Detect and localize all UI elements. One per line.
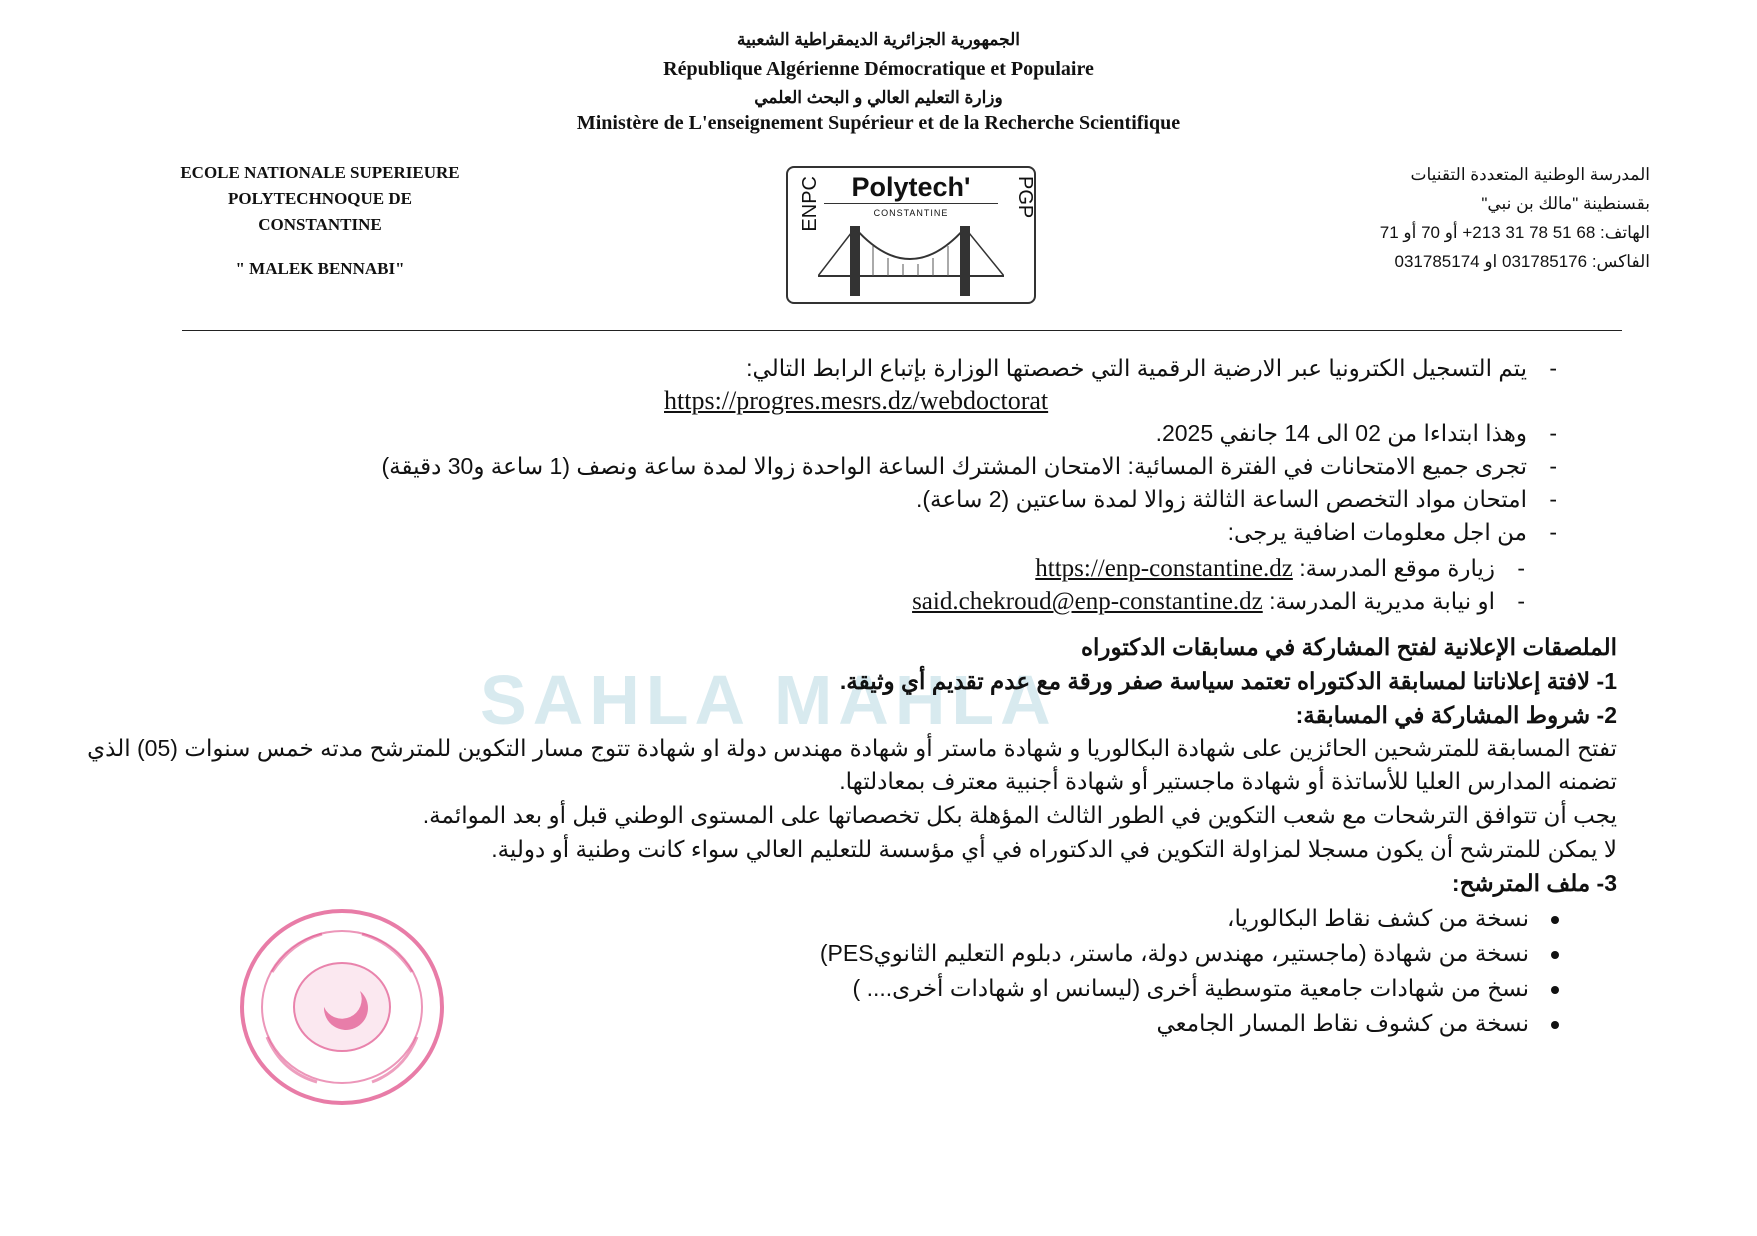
registration-text: يتم التسجيل الكترونيا عبر الارضية الرقمية التي خصصتها الوزارة بإتباع الرابط التالي: <box>746 355 1527 381</box>
condition-4: لا يمكن للمترشح أن يكون مسجلا لمزاولة التكوين في الدكتوراه في أي مؤسسة للتعليم العالي سواء كانت وطنية أو دولية. <box>491 836 1617 862</box>
registration-link[interactable]: https://progres.mesrs.dz/webdoctorat <box>664 386 1049 415</box>
point-1: 1- لافتة إعلاناتنا لمسابقة الدكتوراه تعتمد سياسة صفر ورقة مع عدم تقديم أي وثيقة. <box>839 668 1617 694</box>
polytech-logo <box>786 166 1036 304</box>
exam-spec-line <box>916 484 1557 515</box>
dash-bullet: - <box>1549 355 1557 381</box>
school-fr-line1: ECOLE NATIONALE SUPERIEURE <box>180 163 460 182</box>
bullet-icon <box>1551 916 1559 924</box>
logo-left-letters: ENPC <box>799 176 821 232</box>
visit-line <box>1035 553 1525 584</box>
school-name-ar <box>1150 160 1650 276</box>
watermark: SAHLA MAHLA <box>480 661 1057 739</box>
exam-common-line <box>382 451 1557 482</box>
contact-line <box>912 586 1525 617</box>
header-divider <box>182 330 1622 331</box>
logo-subtitle: CONSTANTINE <box>873 208 949 218</box>
school-website-link[interactable]: https://enp-constantine.dz <box>1035 555 1293 582</box>
doc-item: نسخة من شهادة (ماجستير، مهندس دولة، ماستر، دبلوم التعليم الثانويPES) <box>820 938 1559 969</box>
doc-item: نسخة من كشوف نقاط المسار الجامعي <box>1156 1008 1559 1039</box>
bullet-icon <box>1551 1021 1559 1029</box>
school-fr-line3: CONSTANTINE <box>258 215 382 234</box>
school-fr-line4: " MALEK BENNABI" <box>235 259 405 278</box>
exam-common-text: تجرى جميع الامتحانات في الفترة المسائية: الامتحان المشترك الساعة الواحدة زوالا لمدة ساعة ونصف (1 ساعة و30 دقيقة) <box>381 453 1527 479</box>
logo-title: Polytech' <box>824 172 998 204</box>
school-name-fr <box>150 160 490 282</box>
condition-2: تضمنه المدارس العليا للأساتذة أو شهادة ماجستير أو شهادة أجنبية معترف بمعادلتها. <box>839 768 1617 794</box>
exam-spec-text: امتحان مواد التخصص الساعة الثالثة زوالا لمدة ساعتين (2 ساعة). <box>915 486 1527 512</box>
condition-3: يجب أن تتوافق الترشحات مع شعب التكوين في الطور الثالث المؤهلة بكل تخصصاتها على المستوى الوطني قبل أو بعد الموائمة. <box>422 802 1617 828</box>
point-3: 3- ملف المترشح: <box>1451 870 1617 896</box>
school-fr-line2: POLYTECHNOQUE DE <box>227 189 413 208</box>
dash-bullet: - <box>1549 486 1557 512</box>
info-text: من اجل معلومات اضافية يرجى: <box>1227 519 1527 545</box>
contact-email-link[interactable]: said.chekroud@enp-constantine.dz <box>912 588 1263 615</box>
condition-1: تفتح المسابقة للمترشحين الحائزين على شهادة البكالوريا و شهادة ماستر أو شهادة مهندس دولة او شهادة تتوج مسار التكوين للمترشح مدته خمس سنوات (05) الذي <box>87 735 1617 761</box>
dash-bullet: - <box>1517 588 1525 614</box>
school-ar-line2: بقسنطينة "مالك بن نبي" <box>1481 194 1650 213</box>
ministry-fr: Ministère de L'enseignement Supérieur et de la Recherche Scientifique <box>576 112 1181 134</box>
registration-line <box>746 353 1557 384</box>
posters-title: الملصقات الإعلانية لفتح المشاركة في مسابقات الدكتوراه <box>1080 634 1617 660</box>
dash-bullet: - <box>1549 453 1557 479</box>
bullet-icon <box>1551 951 1559 959</box>
visit-label: زيارة موقع المدرسة: <box>1299 555 1495 581</box>
date-text: وهذا ابتداءا من 02 الى 14 جانفي 2025. <box>1155 420 1527 446</box>
republic-ar: الجمهورية الجزائرية الديمقراطية الشعبية <box>737 30 1020 49</box>
contact-label: او نيابة مديرية المدرسة: <box>1269 588 1495 614</box>
official-stamp-icon <box>232 902 452 1112</box>
school-ar-line1: المدرسة الوطنية المتعددة التقنيات <box>1410 165 1650 184</box>
bridge-icon <box>818 220 1004 298</box>
fax-line: الفاكس: 031785176 او 031785174 <box>1394 252 1650 271</box>
dash-bullet: - <box>1549 420 1557 446</box>
bullet-icon <box>1551 986 1559 994</box>
doc-item: نسخ من شهادات جامعية متوسطية أخرى (ليسانس او شهادات أخرى.... ) <box>853 973 1559 1004</box>
dash-bullet: - <box>1517 555 1525 581</box>
logo-right-letters: PGP <box>1014 176 1036 219</box>
point-2: 2- شروط المشاركة في المسابقة: <box>1295 702 1617 728</box>
doc-item: نسخة من كشف نقاط البكالوريا، <box>1227 903 1559 934</box>
info-line <box>1228 517 1557 548</box>
dash-bullet: - <box>1549 519 1557 545</box>
date-line <box>1156 418 1557 449</box>
phone-line: الهاتف: 68 51 78 31 213+ أو 70 أو 71 <box>1379 223 1650 242</box>
ministry-ar: وزارة التعليم العالي و البحث العلمي <box>754 88 1003 107</box>
republic-fr: République Algérienne Démocratique et Populaire <box>663 58 1094 80</box>
